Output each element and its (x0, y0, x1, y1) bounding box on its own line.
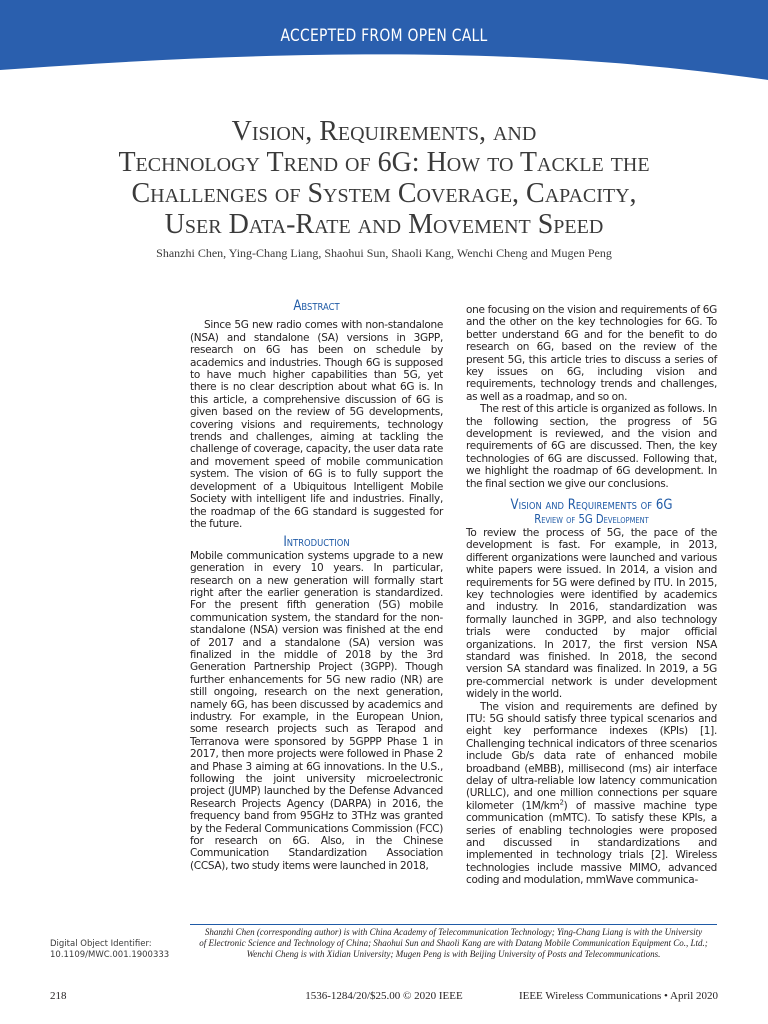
footnote-line: of Electronic Science and Technology of China; Shaohui Sun and Shaoli Kang are with Datang Mobile Communication Equipment Co., Ltd.; (199, 938, 708, 948)
body-paragraph (466, 701, 717, 887)
paragraph-text: ) of massive machine type communication (mMTC). To satisfy these KPIs, a series of enabling technologies were proposed and discussed in standardizations and implemented in technology trials [2]. Wireless technologies include massive MIMO, advanced coding and modulation, mmWave communica- (466, 799, 717, 887)
abstract-text: Since 5G new radio comes with non-standalone (NSA) and standalone (SA) versions in 3GPP, research on 6G has been on schedule by academics and industries. Though 6G is supposed to have much higher capabilities than 5G, yet there is no clear description about what 6G is. In this article, a comprehensive discussion of 6G is given based on the review of 5G developments, covering visions and requirements, technology trends and challenges, aiming at tackling the challenge of coverage, capacity, the user data rate and movement speed of mobile communication system. The vision of 6G is to fully support the development of a Ubiquitous Intelligent Mobile Society with intelligent life and industries. Finally, the roadmap of the 6G standard is suggested for the future. (190, 319, 443, 530)
body-paragraph: one focusing on the vision and requirements of 6G and the other on the key technologies for 6G. To better understand 6G and for the benefit to do research on 6G, based on the review of the present 5G, this article tries to discuss a series of key issues on 6G, including vision and requirements, technology trends and challenges, as well as a roadmap, and so on. (466, 304, 717, 403)
subsection-heading: Review of 5G Development (534, 511, 649, 526)
body-paragraph: To review the process of 5G, the pace of the development is fast. For example, in 2013, different organizations were launched and various white papers were issued. In 2014, a vision and requirements for 5G were defined by ITU. In 2015, key technologies were identified by academics and industry. In 2016, standardization was formally launched in 3GPP, and also technology trials were conducted by major official organizations. In 2017, the first version NSA standard was finished. In 2018, the second version SA standard was finalized. In 2019, a 5G pre-commercial network is under development widely in the world. (466, 526, 717, 701)
article-title (40, 116, 728, 240)
journal-issue: IEEE Wireless Communications • April 2020 (518, 990, 718, 1002)
title-line: Vision, Requirements, and (231, 116, 537, 147)
introduction-heading: Introduction (283, 534, 350, 551)
header-banner (0, 0, 768, 80)
footnote-divider (190, 924, 717, 925)
footnote-line: Wenchi Cheng is with Xidian University; Mugen Peng is with Beijing University of Posts and Telecommunications. (246, 949, 661, 959)
author-affiliations (186, 927, 721, 960)
section-label: ACCEPTED FROM OPEN CALL (280, 26, 488, 46)
body-paragraph: The rest of this article is organized as follows. In the following section, the progress of 5G development is reviewed, and the vision and requirements of 6G are discussed. Then, the key technologies of 6G are discussed. Following that, we highlight the roadmap of 6G development. In the final section we give our conclusions. (466, 403, 717, 490)
doi-value: 10.1109/MWC.001.1900333 (50, 950, 170, 960)
introduction-text: Mobile communication systems upgrade to a new generation in every 10 years. In particular, research on a new generation will formally start right after the earlier generation is standardized. For the present fifth generation (5G) mobile communication system, the standard for the non-standalone (NSA) version was finished at the end of 2017 and a standalone (SA) version was finalized in the middle of 2018 by the 3rd Generation Partnership Project (3GPP). Though further enhancements for 5G new radio (NR) are still ongoing, research on the next generation, namely 6G, has been discussed by academics and industry. For example, in the European Union, some research projects such as Terapod and Terranova were sponsored by 5GPPP Phase 1 in 2017, then more projects were followed in Phase 2 and Phase 3 aiming at 6G innovations. In the U.S., following the joint university microelectronic project (JUMP) launched by the Defense Advanced Research Projects Agency (DARPA) in 2016, the frequency band from 95GHz to 3THz was granted by the Federal Communications Commission (FCC) for research on 6G. Also, in the Chinese Communication Standardization Association (CCSA), two study items were launched in 2018, (190, 549, 443, 872)
superscript: 2 (559, 798, 564, 807)
page-number: 218 (50, 990, 67, 1002)
right-column (466, 304, 717, 887)
left-column (190, 300, 443, 872)
title-line: Technology Trend of 6G: How to Tackle the (118, 147, 650, 178)
issn-copyright: 1536-1284/20/$25.00 © 2020 IEEE (305, 990, 463, 1002)
paragraph-text: The vision and requirements are defined by ITU: 5G should satisfy three typical scenarios and eight key performance indexes (KPIs) [1]. Challenging technical indicators of three scenarios include Gb/s data rate of enhanced mobile broadband (eMBB), millisecond (ms) air interface delay of ultra-reliable low latency communication (URLLC), and one million connections per square kilometer (1M/km (466, 700, 717, 812)
section-heading: Vision and Requirements of 6G (510, 497, 673, 514)
doi-label: Digital Object Identifier: (50, 939, 152, 949)
title-line: User Data-Rate and Movement Speed (164, 209, 604, 240)
title-line: Challenges of System Coverage, Capacity, (131, 178, 637, 209)
footnote-line: Shanzhi Chen (corresponding author) is with China Academy of Telecommunication Technology; Ying-Chang Liang is with the University (204, 927, 703, 937)
author-list: Shanzhi Chen, Ying-Chang Liang, Shaohui Sun, Shaoli Kang, Wenchi Cheng and Mugen Peng (156, 246, 612, 260)
abstract-heading: Abstract (293, 298, 340, 314)
